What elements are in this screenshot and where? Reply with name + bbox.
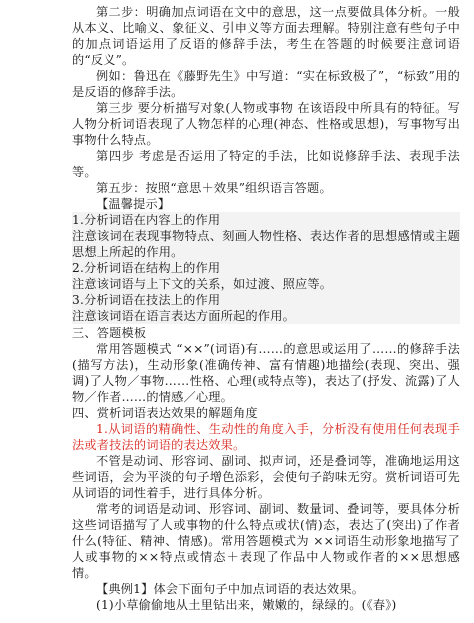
angle1-detail-a: 不管是动词、形容词、副词、拟声词，还是叠词等，准确地运用这些词语，会为平淡的句子增色添彩，会使句子韵味无穷。赏析词语可先从词语的词性着手，进行具体分析。 — [72, 454, 460, 500]
step5-paragraph: 第五步：按照“意思＋效果”组织语言答题。 — [96, 181, 332, 195]
step3-paragraph: 第三步 要分析描写对象(人物或事物 在该语段中所具有的特征。写人物分析词语表现了人物怎样的心理(神态、性格或思想)，写事物写出事物什么特点。 — [72, 101, 460, 147]
step4-paragraph: 第四步 考虑是否运用了特定的手法，比如说修辞手法、表现手法等。 — [72, 149, 460, 179]
section4-heading: 四、赏析词语表达效果的解题角度 — [72, 406, 258, 420]
example-paragraph: 例如：鲁迅在《藤野先生》中写道：“实在标致极了”，“标致”用的是反语的修辞手法。 — [72, 69, 460, 99]
tip1-heading: 1.分析词语在内容上的作用 — [72, 212, 460, 228]
angle1-paragraph: 1.从词语的精确性、生动性的角度入手，分析没有使用任何表现手法或者技法的词语的表达效果。 — [72, 422, 460, 452]
tip2-heading: 2.分析词语在结构上的作用 — [72, 260, 460, 276]
template-paragraph: 常用答题模式 “××”(词语)有……的意思或运用了……的修辞手法(描写方法)，生动形象(准确传神、富有情趣)地描绘(表现、突出、强调)了人物／事物……性格、心理(或特点等)，表达了(抒发、流露)了人物／作者……的情感／心理。 — [72, 342, 460, 404]
step2-paragraph: 第二步：明确加点词语在文中的意思，这一点要做具体分析。一般从本义、比喻义、象征义、引申义等方面去理解。特别注意有些句子中的加点词语运用了反语的修辞手法，考生在答题的时候要注意词语的“反义”。 — [72, 5, 460, 67]
tip3-text: 注意该词语在语言表达方面所起的作用。 — [72, 308, 460, 324]
tip1-text: 注意该词在表现事物特点、刻画人物性格、表达作者的思想感情或主题思想上所起的作用。 — [72, 229, 460, 259]
example1-item: (1)小草偷偷地从土里钻出来，嫩嫩的，绿绿的。(《春》) — [96, 598, 397, 612]
tip3-heading: 3.分析词语在技法上的作用 — [72, 292, 460, 308]
tip-title: 【温馨提示】 — [96, 197, 171, 211]
section3-heading: 三、答题模板 — [72, 326, 147, 340]
example1-title: 【典例1】体会下面句子中加点词语的表达效果。 — [96, 582, 365, 596]
tip2-text: 注意该词语与上下文的关系，如过渡、照应等。 — [72, 276, 460, 292]
angle1-detail-b: 常考的词语是动词、形容词、副词、数量词、叠词等，要具体分析这些词语描写了人或事物的什么特点或状(情)态，表达了(突出)了作者什么(特征、精神、情感)。常用答题模式为 ××词语生动形象地描写了人或事物的××特点或情态＋表现了作品中人物或作者的××思想感情。 — [72, 502, 460, 580]
